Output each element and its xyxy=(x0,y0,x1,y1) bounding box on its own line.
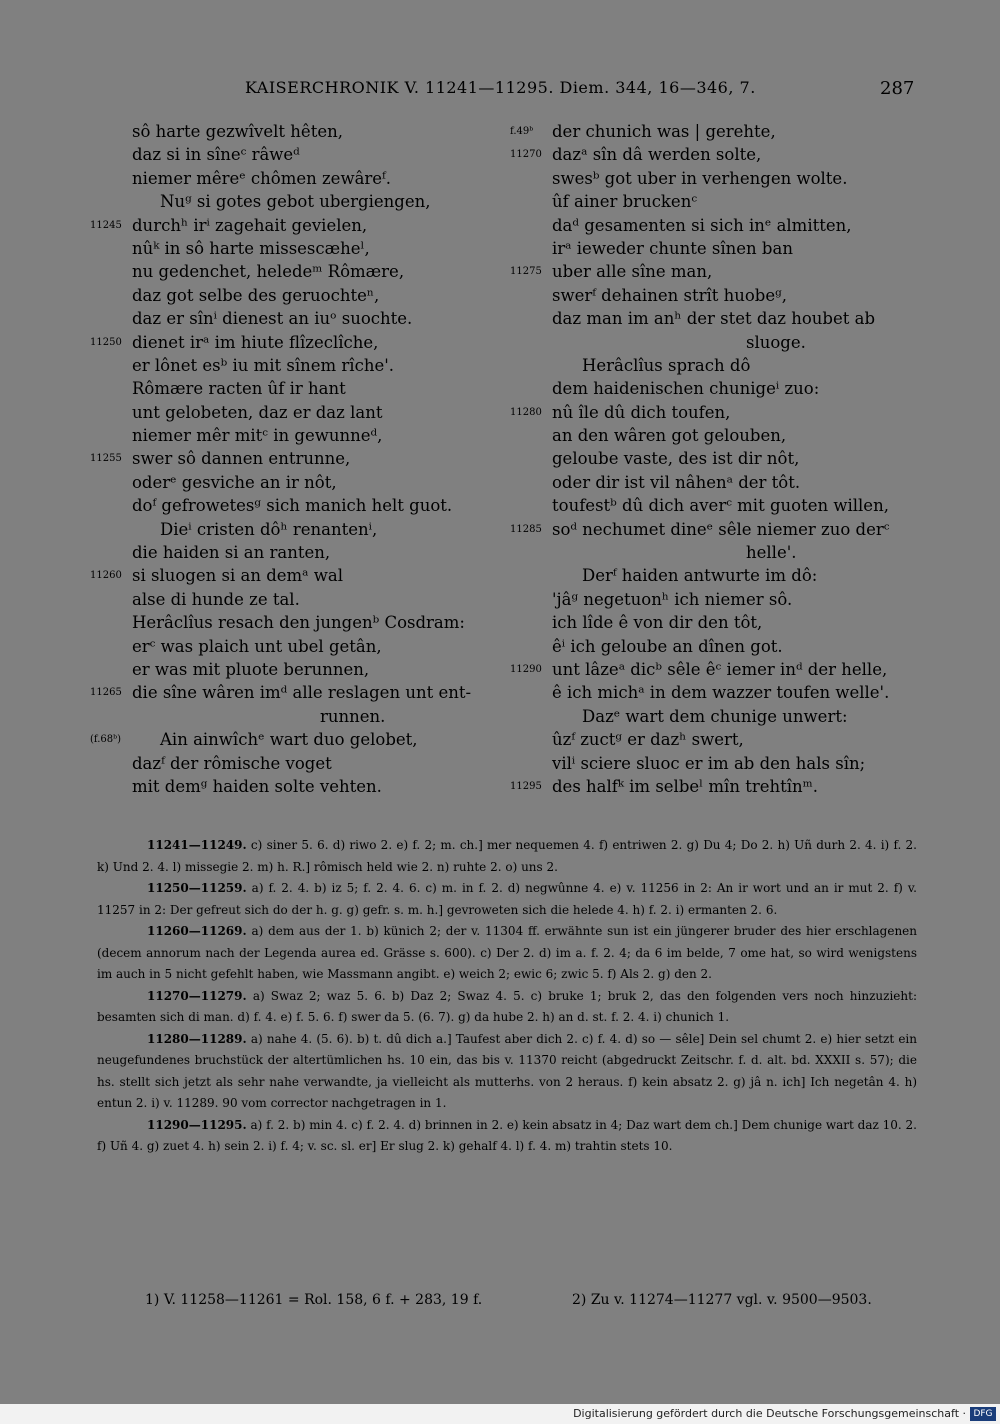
verse-line xyxy=(90,120,510,143)
verse-line xyxy=(90,307,510,330)
note-range: 11241—11249. xyxy=(147,838,247,852)
verse-text: Derᶠ haiden antwurte im dô: xyxy=(582,566,818,586)
verse-text: dienet irᵃ im hiute flîzeclîche, xyxy=(132,332,379,352)
apparatus-notes xyxy=(97,835,917,1158)
verse-line xyxy=(90,635,510,658)
verse-line xyxy=(510,424,930,447)
verse-text: nûᵏ in sô harte missescæheˡ, xyxy=(132,238,370,258)
verse-line xyxy=(510,167,930,190)
note-text: a) nahe 4. (5. 6). b) t. dû dich a.] Taufest aber dich 2. c) f. 4. d) so — sêle] Dein sel chumt 2. e) hier setzt ein neugefundenes bruchstück der altertümlichen hs. 10 ein, das bis v. 11370 reicht (abgedruckt Zeitschr. f. d. alt. bd. XXXII s. 57); die hs. stellt sich jetzt als sehr nahe verwandte, ja vielleicht als mutterhs. von 2 heraus. f) kein absatz 2. g) jâ n. ich] Ich negetân 4. h) entun 2. i) v. 11289. 90 vom corrector nachgetragen in 1. xyxy=(97,1031,917,1110)
note-text: a) dem aus der 1. b) künich 2; der v. 11304 ff. erwähnte sun ist ein jüngerer bruder des hier erschlagenen (decem annorum nach der Legenda aurea ed. Grässe s. 600). c) Der 2. d) im a. f. 2. 4; da 6 im belde, 7 ome hat, so wird wenigstens im auch in 5 nicht gefehlt haben, wie Massmann angibt. e) weich 2; ewic 6; zwic 5. f) Als 2. g) den 2. xyxy=(97,924,917,981)
verse-text: swer sô dannen entrunne, xyxy=(132,449,351,469)
verse-line xyxy=(510,120,930,143)
verse-line xyxy=(510,260,930,283)
verse-text: irᵃ ieweder chunte sînen ban xyxy=(552,238,793,258)
verse-text: durchʰ irⁱ zagehait gevielen, xyxy=(132,215,368,235)
line-number: 11270 xyxy=(510,149,542,161)
verse-line xyxy=(90,752,510,775)
verse-line xyxy=(510,541,930,564)
note-paragraph xyxy=(97,878,917,921)
verse-text: daz er sînⁱ dienest an iuᵒ suochte. xyxy=(132,309,413,329)
note-range: 11270—11279. xyxy=(147,988,247,1003)
verse-text: mit demᵍ haiden solte vehten. xyxy=(132,776,382,796)
verse-text: erᶜ was plaich unt ubel getân, xyxy=(132,636,382,656)
verse-text: ich lîde ê von dir den tôt, xyxy=(552,613,763,633)
verse-line xyxy=(510,143,930,166)
verse-text: dem haidenischen chunigeⁱ zuo: xyxy=(552,379,820,399)
verse-text: unt lâzeᵃ dicᵇ sêle êᶜ iemer inᵈ der helle, xyxy=(552,659,888,679)
verse-line xyxy=(510,214,930,237)
verse-line xyxy=(510,494,930,517)
verse-text: des halfᵏ im selbeˡ mîn trehtînᵐ. xyxy=(552,776,819,796)
verse-text: 'jâᵍ negetuonʰ ich niemer sô. xyxy=(552,589,793,609)
verse-line xyxy=(90,681,510,704)
verse-line xyxy=(510,611,930,634)
verse-text: die haiden si an ranten, xyxy=(132,543,331,563)
line-number: 11290 xyxy=(510,663,542,675)
footer-credit: Digitalisierung gefördert durch die Deutsche Forschungsgemeinschaft · xyxy=(573,1407,966,1420)
verse-text: die sîne wâren imᵈ alle reslagen unt ent- xyxy=(132,683,472,703)
verse-line xyxy=(510,471,930,494)
verse-text: doᶠ gefrowetesᵍ sich manich helt guot. xyxy=(132,496,453,516)
verse-line xyxy=(510,564,930,587)
verse-line xyxy=(510,401,930,424)
verse-line xyxy=(90,377,510,400)
verse-text: geloube vaste, des ist dir nôt, xyxy=(552,449,800,469)
running-title: KAISERCHRONIK V. 11241—11295. Diem. 344, 16—346, 7. xyxy=(245,78,756,97)
note-text: a) Swaz 2; waz 5. 6. b) Daz 2; Swaz 4. 5. c) bruke 1; bruk 2, das den folgenden vers noch hinzuzieht: besamten sich di man. d) f. 4. e) f. 5. 6. f) swer da 5. (6. 7). g) da hube 2. h) an d. st. f. 2. 4. i) chunich 1. xyxy=(97,988,917,1024)
right-column xyxy=(510,120,930,798)
verse-text: nu gedenchet, heledeᵐ Rômære, xyxy=(132,262,405,282)
verse-line xyxy=(90,541,510,564)
verse-text: Herâclîus resach den jungenᵇ Cosdram: xyxy=(132,613,465,633)
note-range: 11260—11269. xyxy=(147,924,247,938)
verse-line xyxy=(90,611,510,634)
verse-line xyxy=(90,424,510,447)
verse-line xyxy=(510,284,930,307)
verse-text: helle'. xyxy=(746,543,797,563)
footer-bar xyxy=(0,1404,1000,1424)
verse-line xyxy=(90,260,510,283)
verse-text: uber alle sîne man, xyxy=(552,262,713,282)
verse-line xyxy=(510,588,930,611)
note-paragraph xyxy=(97,835,917,878)
verse-text: daz si in sîneᶜ râweᵈ xyxy=(132,145,300,165)
page-number: 287 xyxy=(880,78,915,99)
line-number: 11280 xyxy=(510,406,542,418)
note-paragraph xyxy=(97,986,917,1029)
verse-line xyxy=(90,588,510,611)
verse-text: ê ich michᵃ in dem wazzer toufen welle'. xyxy=(552,683,890,703)
verse-text: dazᵃ sîn dâ werden solte, xyxy=(552,145,762,165)
verse-line xyxy=(510,377,930,400)
line-number: 11245 xyxy=(90,219,122,231)
verse-line xyxy=(510,237,930,260)
verse-line xyxy=(90,658,510,681)
note-text: a) f. 2. 4. b) iz 5; f. 2. 4. 6. c) m. in f. 2. d) negwûnne 4. e) v. 11256 in 2: An ir wort und an ir mut 2. f) v. 11257 in 2: Der gefreut sich do der h. g. g) gefr. s. m. h.] gevroweten sich die helede 4. h) f. 2. i) ermanten 2. 6. xyxy=(97,881,917,917)
verse-text: nû île dû dich toufen, xyxy=(552,402,731,422)
verse-text: si sluogen si an demᵃ wal xyxy=(132,566,344,586)
verse-line xyxy=(510,705,930,728)
verse-text: oder dir ist vil nâhenᵃ der tôt. xyxy=(552,472,801,492)
verse-line xyxy=(510,354,930,377)
left-column xyxy=(90,120,510,798)
verse-text: runnen. xyxy=(320,706,386,726)
line-number: 11250 xyxy=(90,336,122,348)
verse-line xyxy=(90,237,510,260)
line-number: 11255 xyxy=(90,453,122,465)
note-paragraph xyxy=(97,1029,917,1115)
verse-text: unt gelobeten, daz er daz lant xyxy=(132,402,383,422)
verse-text: dazᶠ der rômische voget xyxy=(132,753,332,773)
note-paragraph xyxy=(97,921,917,986)
verse-text: sluoge. xyxy=(746,332,806,352)
verse-text: der chunich was | gerehte, xyxy=(552,122,776,141)
verse-line xyxy=(90,167,510,190)
footnote-2: 2) Zu v. 11274—11277 vgl. v. 9500—9503. xyxy=(572,1292,872,1308)
dfg-logo: DFG xyxy=(970,1407,996,1421)
verse-text: Dazᵉ wart dem chunige unwert: xyxy=(582,706,848,726)
verse-text: Ain ainwîchᵉ wart duo gelobet, xyxy=(160,730,418,750)
verse-line xyxy=(510,752,930,775)
verse-line xyxy=(510,681,930,704)
verse-line xyxy=(90,564,510,587)
note-text: a) f. 2. b) min 4. c) f. 2. 4. d) brinnen in 2. e) kein absatz in 4; Daz wart dem ch.] Dem chunige wart daz 10. 2. f) Uñ 4. g) zuet 4. h) sein 2. i) f. 4; v. sc. sl. er] Er slug 2. k) gehalf 4. l) f. 4. m) trahtin stets 10. xyxy=(97,1117,917,1153)
verse-line xyxy=(510,447,930,470)
verse-line xyxy=(510,658,930,681)
verse-line xyxy=(510,635,930,658)
verse-text: ûf ainer bruckenᶜ xyxy=(552,192,698,212)
verse-line xyxy=(90,705,510,728)
verse-text: oderᵉ gesviche an ir nôt, xyxy=(132,472,337,492)
verse-line xyxy=(90,284,510,307)
verse-line xyxy=(90,214,510,237)
verse-text: Nuᵍ si gotes gebot ubergiengen, xyxy=(160,192,431,212)
verse-line xyxy=(510,190,930,213)
note-text: c) siner 5. 6. d) riwo 2. e) f. 2; m. ch.] mer nequemen 4. f) entriwen 2. g) Du 4; Do 2. h) Uñ durh 2. 4. i) f. 2. k) Und 2. 4. l) missegie 2. m) h. R.] rômisch held wie 2. n) ruhte 2. o) uns 2. xyxy=(97,838,917,874)
verse-line xyxy=(510,331,930,354)
note-paragraph xyxy=(97,1115,917,1158)
verse-text: vilⁱ sciere sluoc er im ab den hals sîn; xyxy=(552,753,866,773)
verse-text: er lônet esᵇ iu mit sînem rîche'. xyxy=(132,355,395,375)
verse-line xyxy=(90,471,510,494)
verse-text: Herâclîus sprach dô xyxy=(582,355,751,375)
verse-text: daz man im anʰ der stet daz houbet ab xyxy=(552,309,876,329)
footnote-1: 1) V. 11258—11261 = Rol. 158, 6 f. + 283, 19 f. xyxy=(145,1292,483,1308)
verse-line xyxy=(90,775,510,798)
verse-line xyxy=(90,190,510,213)
verse-text: niemer mêr mitᶜ in gewunneᵈ, xyxy=(132,426,383,446)
note-range: 11280—11289. xyxy=(147,1031,247,1046)
verse-line xyxy=(510,728,930,751)
line-number: f.49ᵇ xyxy=(510,126,534,137)
verse-text: ûzᶠ zuctᵍ er dazʰ swert, xyxy=(552,730,744,750)
verse-text: Dieⁱ cristen dôʰ renantenⁱ, xyxy=(160,519,378,539)
line-number: 11295 xyxy=(510,780,542,792)
line-number: 11265 xyxy=(90,687,122,699)
verse-line xyxy=(90,331,510,354)
verse-text: alse di hunde ze tal. xyxy=(132,589,300,609)
verse-line xyxy=(510,518,930,541)
verse-text: daᵈ gesamenten si sich inᵉ almitten, xyxy=(552,215,852,235)
line-number: 11260 xyxy=(90,570,122,582)
verse-text: daz got selbe des geruochteⁿ, xyxy=(132,285,380,305)
verse-line xyxy=(90,494,510,517)
verse-text: toufestᵇ dû dich averᶜ mit guoten willen, xyxy=(552,496,889,516)
verse-text: êⁱ ich geloube an dînen got. xyxy=(552,636,783,656)
note-range: 11290—11295. xyxy=(147,1117,247,1132)
verse-text: swerᶠ dehainen strît huobeᵍ, xyxy=(552,285,787,305)
verse-line xyxy=(90,354,510,377)
verse-text: swesᵇ got uber in verhengen wolte. xyxy=(552,168,848,188)
note-range: 11250—11259. xyxy=(147,881,247,895)
verse-text: sô harte gezwîvelt hêten, xyxy=(132,122,343,141)
running-header xyxy=(0,78,1000,102)
verse-line xyxy=(510,307,930,330)
verse-text: soᵈ nechumet dineᵉ sêle niemer zuo derᶜ xyxy=(552,519,890,539)
verse-text: er was mit pluote berunnen, xyxy=(132,659,370,679)
verse-line xyxy=(90,143,510,166)
line-number: 11275 xyxy=(510,266,542,278)
verse-text: niemer mêreᵉ chômen zewâreᶠ. xyxy=(132,168,391,188)
verse-line xyxy=(90,518,510,541)
line-number: (f.68ᵇ) xyxy=(90,734,122,746)
line-number: 11285 xyxy=(510,523,542,535)
verse-text: an den wâren got gelouben, xyxy=(552,426,787,446)
verse-line xyxy=(90,447,510,470)
verse-line xyxy=(90,728,510,751)
verse-text: Rômære racten ûf ir hant xyxy=(132,379,346,399)
verse-line xyxy=(90,401,510,424)
verse-line xyxy=(510,775,930,798)
